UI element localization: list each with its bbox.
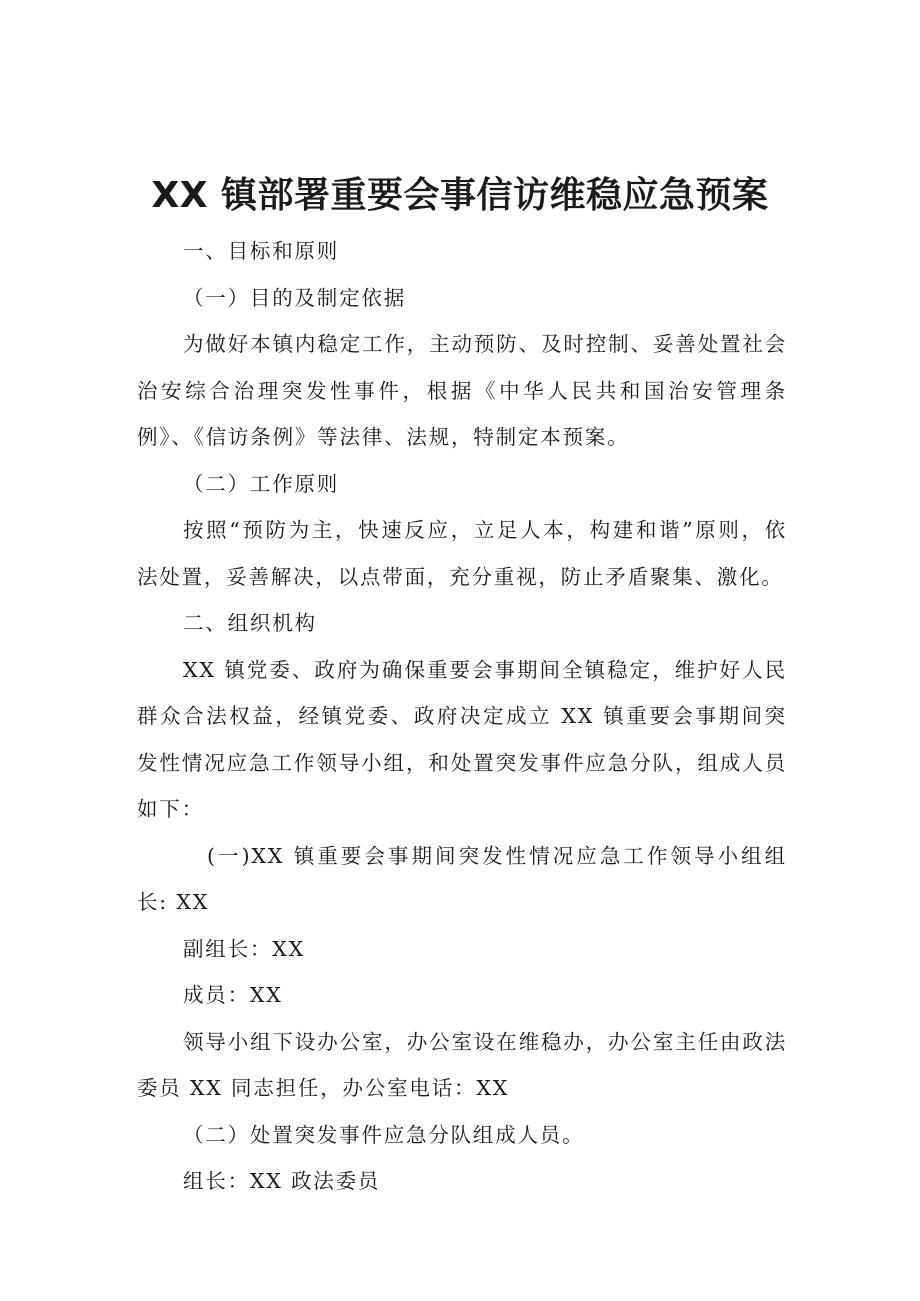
subsection-heading-emergency-team: （二）处置突发事件应急分队组成人员。	[183, 1122, 585, 1147]
paragraph-organization: XX 镇党委、政府为确保重要会事期间全镇稳定，维护好人民群众合法权益，经镇党委、政府决定成立 XX 镇重要会事期间突发性情况应急工作领导小组，和处置突发事件应急分队，组成人员如下：	[137, 657, 787, 821]
paragraph-office: 领导小组下设办公室，办公室设在维稳办，办公室主任由政法委员 XX 同志担任，办公室电话：XX	[137, 1029, 787, 1100]
paragraph-purpose: 为做好本镇内稳定工作，主动预防、及时控制、妥善处置社会治安综合治理突发性事件，根据《中华人民共和国治安管理条例》、《信访条例》等法律、法规，特制定本预案。	[137, 332, 787, 449]
paragraph-deputy-leader: 副组长：XX	[183, 936, 305, 961]
paragraph-principles: 按照“预防为主，快速反应，立足人本，构建和谐”原则，依法处置，妥善解决，以点带面，充分重视，防止矛盾聚集、激化。	[137, 518, 787, 589]
paragraph-team-leader: 组长：XX 政法委员	[183, 1169, 381, 1193]
subsection-heading-purpose: （一）目的及制定依据	[183, 285, 406, 310]
paragraph-leader-group: (一)XX 镇重要会事期间突发性情况应急工作领导小组组长: XX	[137, 843, 787, 914]
paragraph-members: 成员：XX	[183, 983, 283, 1007]
document-body	[137, 228, 787, 1205]
section-heading-organization: 二、组织机构	[183, 611, 317, 635]
document-title: XX 镇部署重要会事信访维稳应急预案	[151, 175, 769, 216]
section-heading-goals: 一、目标和原则	[183, 239, 340, 263]
subsection-heading-principles: （二）工作原则	[183, 471, 340, 496]
